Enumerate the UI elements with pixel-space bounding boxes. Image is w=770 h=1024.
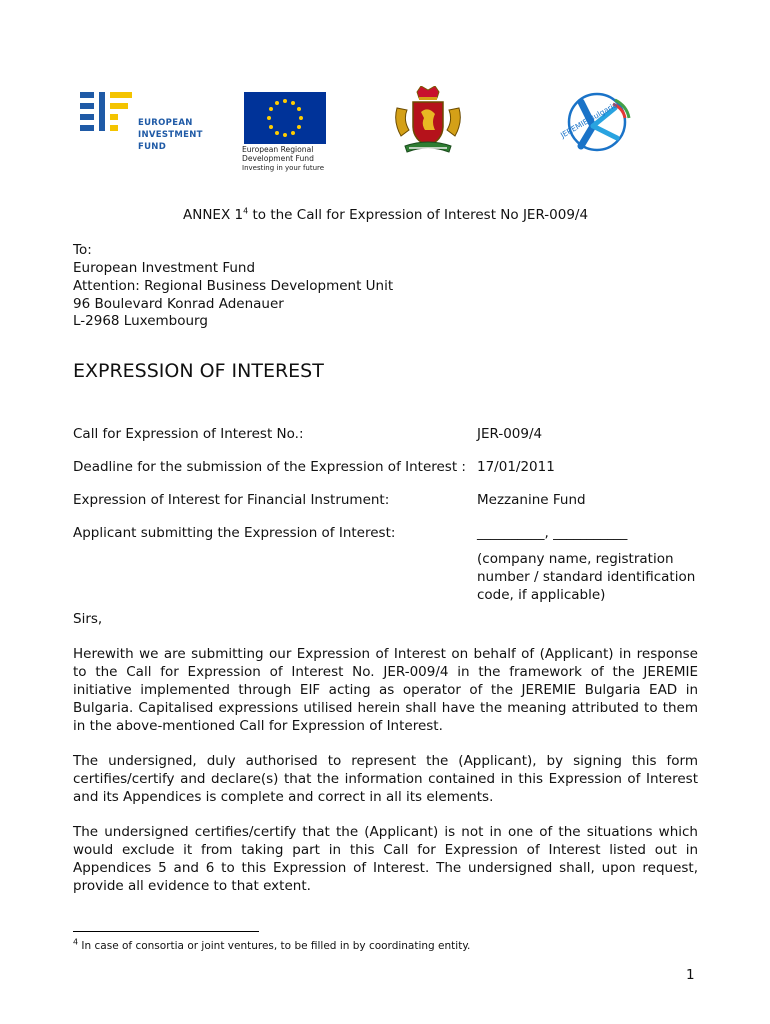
jeremie-logo — [553, 88, 639, 162]
eif-name-line3: FUND — [138, 142, 167, 152]
erdf-name-line2: Development Fund — [242, 154, 314, 163]
jeremie-mark-icon — [553, 88, 639, 162]
annex-footnote-marker: 4 — [243, 206, 249, 216]
recipient-city: L-2968 Luxembourg — [73, 313, 208, 329]
field-value-applicant: __________, ___________ — [477, 525, 628, 541]
paragraph-1: Herewith we are submitting our Expression of Interest on behalf of (Applicant) in response to the Call for Expression of Interest No. JER-009/4 in the framework of the JEREMIE initiative implemented through EIF acting as operator of the JEREMIE Bulgaria EAD in Bulgaria. Capitalised expressions utilised herein shall have the meaning attributed to them in the above-mentioned Call for Expression of Interest. — [73, 646, 698, 734]
eif-name-line1: EUROPEAN — [138, 118, 193, 128]
field-value-call-no: JER-009/4 — [477, 426, 543, 442]
eif-name-line2: INVESTMENT — [138, 130, 203, 140]
footnote-separator — [73, 931, 259, 932]
annex-label: ANNEX 1 — [183, 207, 244, 223]
field-label-call-no: Call for Expression of Interest No.: — [73, 426, 304, 442]
page-number: 1 — [686, 967, 695, 983]
footnote — [73, 937, 471, 952]
eif-logo — [80, 90, 210, 158]
footnote-marker: 4 — [73, 937, 79, 947]
page-title: EXPRESSION OF INTEREST — [73, 360, 324, 382]
recipient-street: 96 Boulevard Konrad Adenauer — [73, 296, 284, 312]
recipient-org: European Investment Fund — [73, 260, 256, 276]
salutation: Sirs, — [73, 611, 103, 627]
jeremie-logo-text: JEREMIE Bulgaria — [559, 100, 619, 140]
erdf-name-line1: European Regional — [242, 145, 314, 154]
footnote-text: In case of consortia or joint ventures, to be filled in by coordinating entity. — [78, 940, 471, 952]
coat-of-arms-icon — [391, 86, 465, 156]
field-value-instrument: Mezzanine Fund — [477, 492, 586, 508]
annex-heading — [183, 206, 588, 224]
applicant-note-line3: code, if applicable) — [477, 587, 606, 603]
erdf-logo — [242, 92, 332, 174]
eu-flag-icon — [244, 92, 326, 144]
bulgaria-coat-of-arms — [391, 86, 465, 156]
paragraph-3: The undersigned certifies/certify that the (Applicant) is not in one of the situations which would exclude it from taking part in this Call for Expression of Interest listed out in Appendices 5 and 6 to this Expression of Interest. The undersigned shall, upon request, provide all evidence to that extent. — [73, 824, 698, 894]
recipient-to: To: — [73, 242, 92, 258]
paragraph-2: The undersigned, duly authorised to represent the (Applicant), by signing this form certifies/certify and declare(s) that the information contained in this Expression of Interest and its Appendices is complete and correct in all its elements. — [73, 753, 698, 805]
field-label-deadline: Deadline for the submission of the Expression of Interest : — [73, 459, 466, 475]
recipient-attention: Attention: Regional Business Development Unit — [73, 278, 394, 294]
applicant-note-line1: (company name, registration — [477, 551, 674, 567]
eif-mark-icon — [80, 92, 136, 132]
field-label-applicant: Applicant submitting the Expression of Interest: — [73, 525, 396, 541]
field-value-deadline: 17/01/2011 — [477, 459, 555, 475]
erdf-tagline: Investing in your future — [242, 164, 325, 172]
annex-title: to the Call for Expression of Interest No JER-009/4 — [248, 207, 589, 223]
applicant-note-line2: number / standard identification — [477, 569, 696, 585]
field-label-instrument: Expression of Interest for Financial Instrument: — [73, 492, 390, 508]
